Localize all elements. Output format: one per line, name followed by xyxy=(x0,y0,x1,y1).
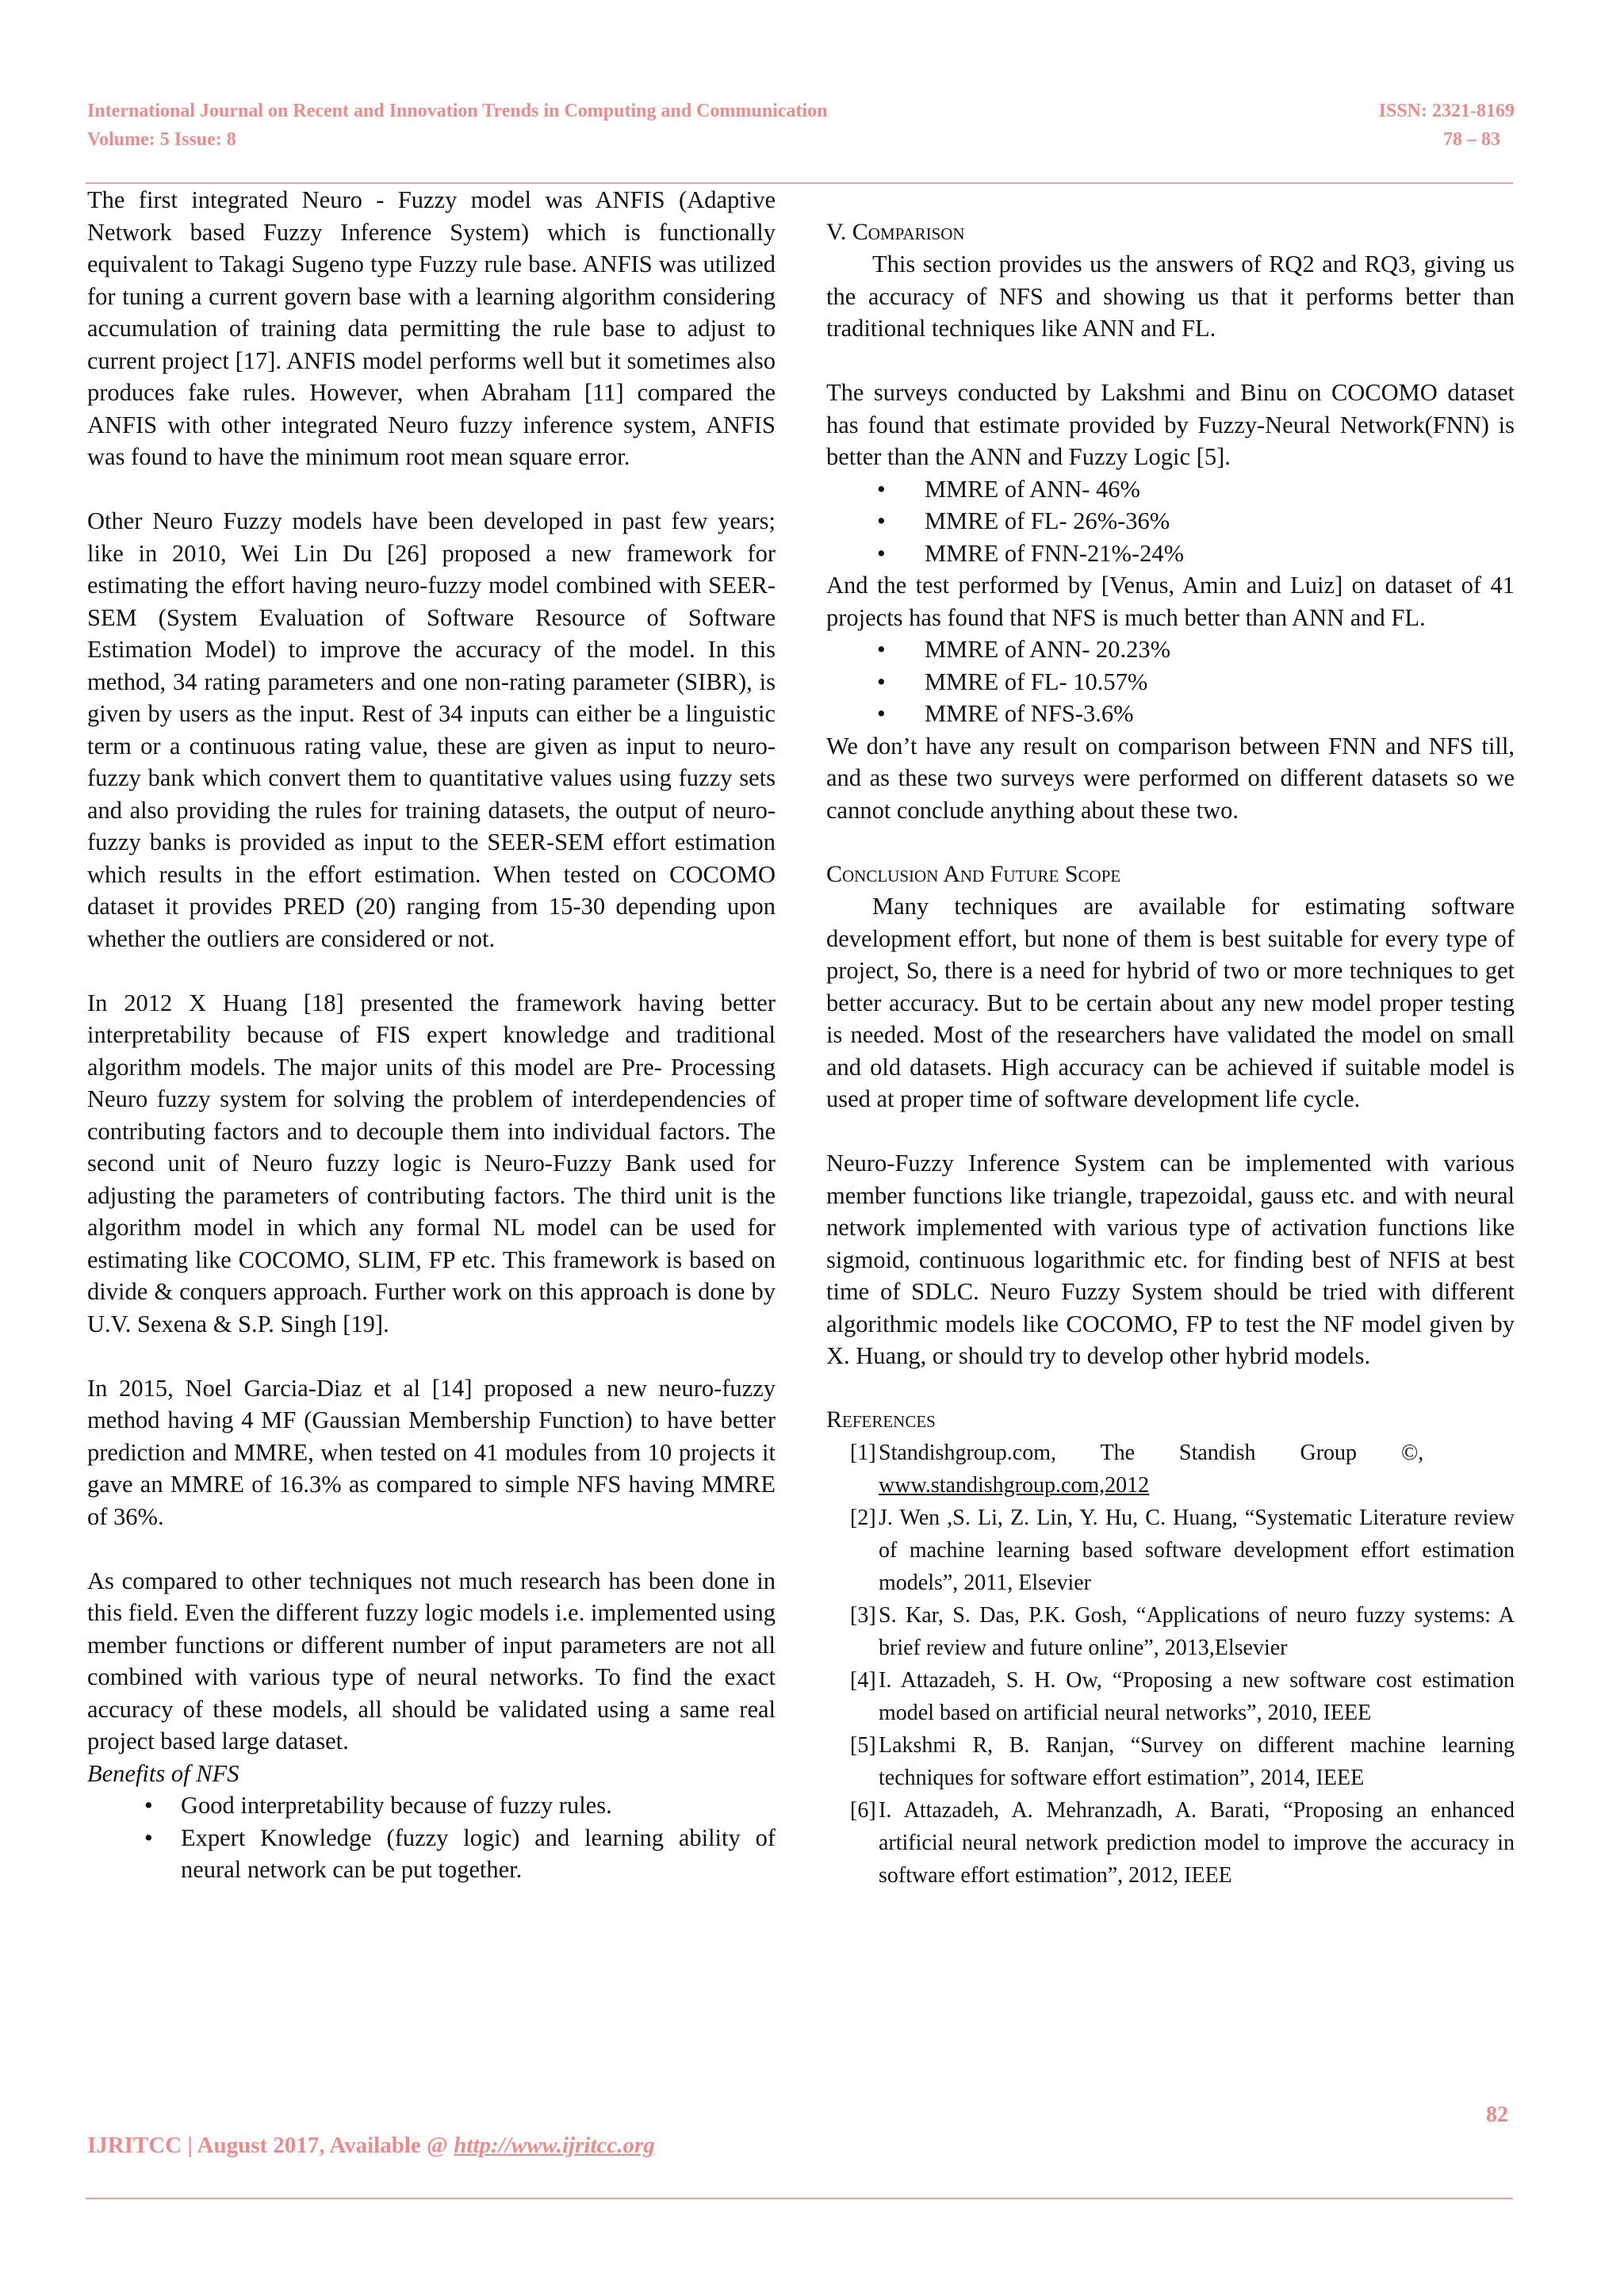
paragraph: And the test performed by [Venus, Amin and Luiz] on dataset of 41 projects has found that NFS is much better than ANN and FL. xyxy=(826,572,1515,631)
bullet-icon: • xyxy=(877,668,886,695)
paragraph: The first integrated Neuro - Fuzzy model was ANFIS (Adaptive Network based Fuzzy Inference System) which is functionally equivalent to Takagi Sugeno type Fuzzy rule base. ANFIS was utilized for tuning a current govern base with a learning algorithm considering accumulation of training data permitting the rule base to adjust to current project [17]. ANFIS model performs well but it sometimes also produces fake rules. However, when Abraham [11] compared the ANFIS with other integrated Neuro fuzzy inference system, ANFIS was found to have the minimum root mean square error. xyxy=(87,186,776,470)
reference-item: [5] Lakshmi R, B. Ranjan, “Survey on different machine learning techniques for software effort estimation”, 2014, IEEE xyxy=(850,1732,1515,1790)
paragraph: The surveys conducted by Lakshmi and Binu on COCOMO dataset has found that estimate provided by Fuzzy-Neural Network(FNN) is better than the ANN and Fuzzy Logic [5]. xyxy=(826,379,1515,470)
paragraph: This section provides us the answers of RQ2 and RQ3, giving us the accuracy of NFS and showing us that it performs better than traditional techniques like ANN and FL. xyxy=(826,251,1515,342)
list-item: • MMRE of FL- 10.57% xyxy=(826,666,1515,698)
volume-issue: Volume: 5 Issue: 8 xyxy=(87,129,236,150)
footer-divider xyxy=(86,2198,1513,2199)
reference-item: [2] J. Wen ,S. Li, Z. Lin, Y. Hu, C. Huang, “Systematic Literature review of machine learning based software development effort estimation models”, 2011, Elsevier xyxy=(850,1505,1515,1595)
bullet-icon: • xyxy=(144,1792,153,1819)
paragraph: In 2012 X Huang [18] presented the framework having better interpretability because of FIS expert knowledge and traditional algorithm models. The major units of this model are Pre- Processing Neuro fuzzy system for solving the problem of interdependencies of contributing factors and to decouple them into individual factors. The second unit of Neuro fuzzy logic is Neuro-Fuzzy Bank used for adjusting the parameters of contributing factors. The third unit is the algorithm model in which any formal NL model can be used for estimating like COCOMO, SLIM, FP etc. This framework is based on divide & conquers approach. Further work on this approach is done by U.V. Sexena & S.P. Singh [19]. xyxy=(87,989,776,1337)
list-item: • MMRE of NFS-3.6% xyxy=(826,698,1515,730)
footer-link[interactable]: http://www.ijritcc.org xyxy=(454,2133,655,2158)
right-column xyxy=(826,184,1515,1892)
footer xyxy=(87,2133,655,2159)
issn: ISSN: 2321-8169 xyxy=(1378,101,1515,121)
benefits-list xyxy=(87,1789,776,1886)
bullet-icon: • xyxy=(877,636,886,663)
benefits-heading: Benefits of NFS xyxy=(87,1759,239,1787)
paragraph: We don’t have any result on comparison between FNN and NFS till, and as these two surveys were performed on different datasets so we cannot conclude anything about these two. xyxy=(826,732,1515,824)
list-item: • Good interpretability because of fuzzy rules. xyxy=(87,1789,776,1822)
list-item: • MMRE of ANN- 46% xyxy=(826,473,1515,506)
bullet-icon: • xyxy=(877,700,886,727)
bullet-icon: • xyxy=(877,475,886,503)
reference-item: [4] I. Attazadeh, S. H. Ow, “Proposing a new software cost estimation model based on artificial neural networks”, 2010, IEEE xyxy=(850,1667,1515,1725)
paragraph: Other Neuro Fuzzy models have been developed in past few years; like in 2010, Wei Lin Du [26] proposed a new framework for estimating the effort having neuro-fuzzy model combined with SEER-SEM (System Evaluation of Software Resource of Software Estimation Model) to improve the accuracy of the model. In this method, 34 rating parameters and one non-rating parameter (SIBR), is given by users as the input. Rest of 34 inputs can either be a linguistic term or a continuous rating value, these are given as input to neuro-fuzzy bank which convert them to quantitative values using fuzzy sets and also providing the rules for training datasets, the output of neuro-fuzzy banks is provided as input to the SEER-SEM effort estimation which results in the effort estimation. When tested on COCOMO dataset it provides PRED (20) ranging from 15-30 depending upon whether the outliers are considered or not. xyxy=(87,507,776,952)
paragraph: Neuro-Fuzzy Inference System can be implemented with various member functions like triangle, trapezoidal, gauss etc. and with neural network implemented with various type of activation functions like sigmoid, continuous logarithmic etc. for finding best of NFIS at best time of SDLC. Neuro Fuzzy System should be tried with different algorithmic models like COCOMO, FP to test the NF model given by X. Huang, or should try to develop other hybrid models. xyxy=(826,1150,1515,1369)
running-header xyxy=(87,97,1515,154)
list-item: • Expert Knowledge (fuzzy logic) and learning ability of neural network can be put together. xyxy=(87,1822,776,1886)
mmre-list-2 xyxy=(826,633,1515,730)
bullet-icon: • xyxy=(877,507,886,534)
bullet-icon: • xyxy=(877,539,886,567)
left-column xyxy=(87,184,776,1886)
reference-link[interactable]: www.standishgroup.com,2012 xyxy=(879,1472,1150,1498)
paragraph: Many techniques are available for estimating software development effort, but none of them is best suitable for every type of project, So, there is a need for hybrid of two or more techniques to get better accuracy. But to be certain about any new model proper testing is needed. Most of the researchers have validated the model on small and old datasets. High accuracy can be achieved if suitable model is used at proper time of software development life cycle. xyxy=(826,893,1515,1112)
paragraph: In 2015, Noel Garcia-Diaz et al [14] proposed a new neuro-fuzzy method having 4 MF (Gaussian Membership Function) to have better prediction and MMRE, when tested on 41 modules from 10 projects it gave an MMRE of 16.3% as compared to simple NFS having MMRE of 36%. xyxy=(87,1374,776,1530)
list-item: • MMRE of ANN- 20.23% xyxy=(826,633,1515,666)
list-item: • MMRE of FNN-21%-24% xyxy=(826,538,1515,570)
reference-item: [3] S. Kar, S. Das, P.K. Gosh, “Applications of neuro fuzzy systems: A brief review and future online”, 2013,Elsevier xyxy=(850,1602,1515,1660)
list-item: • MMRE of FL- 26%-36% xyxy=(826,505,1515,538)
reference-item: [6] I. Attazadeh, A. Mehranzadh, A. Barati, “Proposing an enhanced artificial neural network prediction model to improve the accuracy in software effort estimation”, 2012, IEEE xyxy=(850,1797,1515,1888)
reference-list xyxy=(826,1437,1515,1892)
journal-title: International Journal on Recent and Innovation Trends in Computing and Communication xyxy=(87,101,828,121)
section-heading-references: References xyxy=(826,1406,936,1433)
reference-item: [1] Standishgroup.com, The Standish Group ©, www.standishgroup.com,2012 xyxy=(850,1440,1424,1498)
footer-text: IJRITCC | August 2017, Available @ xyxy=(87,2133,454,2158)
page-range: 78 – 83 xyxy=(1443,129,1500,150)
section-heading-conclusion: Conclusion And Future Scope xyxy=(826,860,1121,887)
bullet-icon: • xyxy=(144,1823,153,1851)
section-heading-comparison: V. Comparison xyxy=(826,218,965,245)
page-number: 82 xyxy=(1486,2103,1508,2127)
mmre-list-1 xyxy=(826,473,1515,570)
paragraph: As compared to other techniques not much research has been done in this field. Even the different fuzzy logic models i.e. implemented using member functions or different number of input parameters are not all combined with various type of neural networks. To find the exact accuracy of these models, all should be validated using a same real project based large dataset. xyxy=(87,1567,776,1755)
